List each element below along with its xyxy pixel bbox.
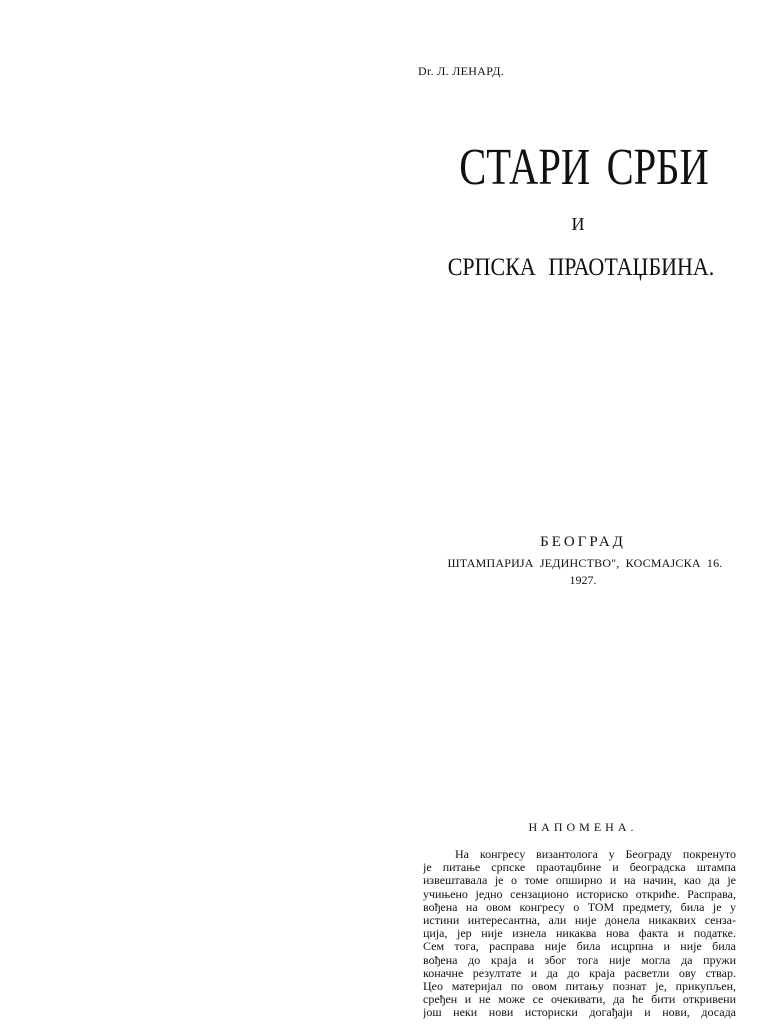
- note-line: вођена до краја и због тога није могла да пружи: [423, 953, 736, 967]
- note-heading: НАПОМЕНА.: [528, 820, 638, 834]
- note-line: Цео материјал по овом питању познат је, прикупљен,: [423, 979, 736, 993]
- note-line: учињено једно сензационо историско откриће. Расправа,: [423, 887, 736, 901]
- note-body: [423, 848, 736, 1019]
- title-conjunction: И: [571, 214, 585, 234]
- note-line: истини интересантна, али није донела никаквих сенза-: [423, 913, 736, 927]
- book-title: СТАРИ СРБИ: [459, 139, 709, 196]
- note-line: сређен и не може се очекивати, да ће бити откривени: [423, 993, 736, 1007]
- note-line: је питање српске праотаџбине и београдска штампа: [423, 861, 736, 875]
- note-line: Сем тога, расправа није била исцрпна и није била: [423, 940, 736, 954]
- note-line: На конгресу византолога у Београду покренуто: [455, 848, 736, 861]
- note-line: ција, јер није изнела никаква нова факта и податке.: [423, 927, 736, 941]
- note-line: још неки нови историски догађаји и нови, досада: [423, 1006, 736, 1020]
- imprint-printer: ШТАМПАРИЈА ЈЕДИНСТВО", КОСМАЈСКА 16.: [447, 556, 723, 570]
- book-subtitle: СРПСКА ПРАОТАЏБИНА.: [447, 254, 715, 281]
- note-line: извештавала је о томе опширно и на начин, као да је: [423, 874, 736, 888]
- author-line: Dr. Л. ЛЕНАРД.: [418, 64, 505, 78]
- note-line: вођена на овом конгресу о ТОМ предмету, била је у: [423, 900, 736, 914]
- imprint-year: 1927.: [569, 573, 597, 587]
- note-line: коначне резултате и да до краја расветли ову ствар.: [423, 966, 736, 980]
- imprint-city: БЕОГРАД: [540, 534, 626, 550]
